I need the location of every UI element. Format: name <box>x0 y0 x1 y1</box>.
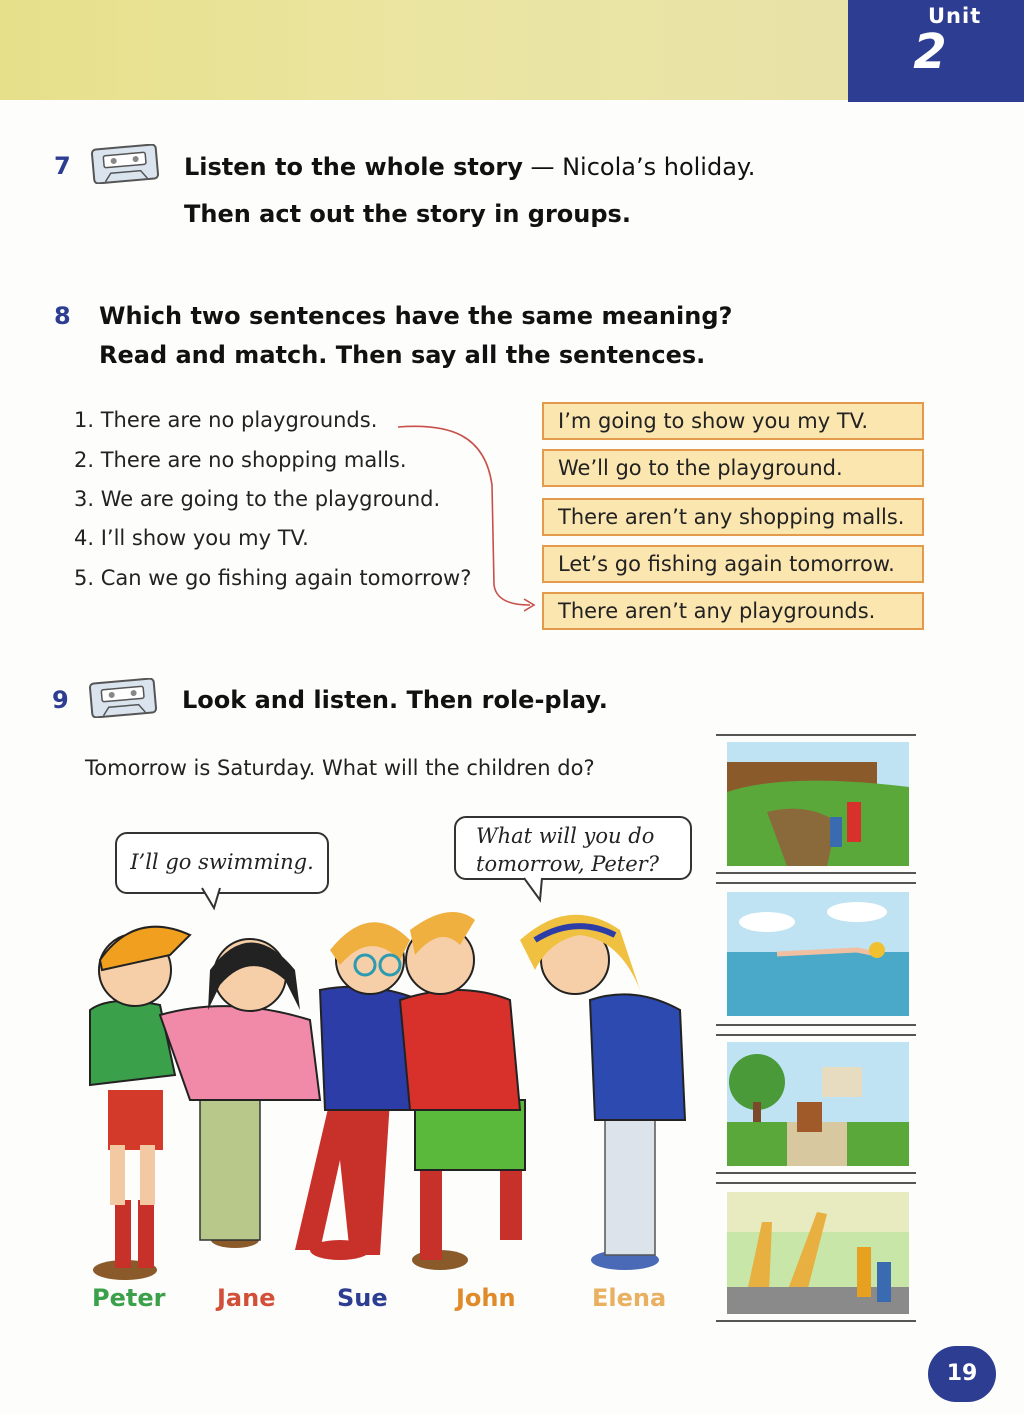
scene-zoo-picture <box>727 1192 909 1314</box>
exercise-9-instruction: Look and listen. Then role-play. <box>182 686 608 714</box>
sentence-item: 4. I’ll show you my TV. <box>74 526 309 550</box>
match-box: There aren’t any shopping malls. <box>542 498 924 536</box>
exercise-7-line2: Then act out the story in groups. <box>184 200 631 228</box>
sentence-item: 1. There are no playgrounds. <box>74 408 378 432</box>
scene-divider <box>716 1182 916 1184</box>
unit-label: Unit <box>928 4 982 28</box>
children-illustration <box>80 900 700 1285</box>
exercise-8-line2: Read and match. Then say all the sentences. <box>99 341 706 369</box>
scene-divider <box>716 882 916 884</box>
sentence-item: 2. There are no shopping malls. <box>74 448 407 472</box>
unit-tab <box>848 0 1024 102</box>
child-name: Jane <box>217 1284 276 1312</box>
exercise-7-number: 7 <box>54 152 71 180</box>
exercise-7-line1-bold: Listen to the whole story <box>184 153 523 181</box>
exercise-9-prompt: Tomorrow is Saturday. What will the children do? <box>85 756 595 780</box>
match-arrow <box>390 415 550 615</box>
match-box: There aren’t any playgrounds. <box>542 592 924 630</box>
exercise-8-line1: Which two sentences have the same meaning? <box>99 302 733 330</box>
scene-divider <box>716 1024 916 1026</box>
cassette-icon <box>88 678 158 718</box>
scene-divider <box>716 734 916 736</box>
exercise-9-number: 9 <box>52 686 69 714</box>
scene-divider <box>716 1320 916 1322</box>
match-box: Let’s go fishing again tomorrow. <box>542 545 924 583</box>
speech-bubble-left-text: I’ll go swimming. <box>130 850 314 874</box>
match-box: I’m going to show you my TV. <box>542 402 924 440</box>
scene-park-picture <box>727 1042 909 1166</box>
speech-bubble-right-line1: What will you do <box>476 824 655 848</box>
speech-bubble-right-line2: tomorrow, Peter? <box>476 852 659 876</box>
scene-divider <box>716 1034 916 1036</box>
scene-castle-picture <box>727 742 909 866</box>
child-name: Peter <box>92 1284 166 1312</box>
john-figure <box>400 912 525 1270</box>
match-box: We’ll go to the playground. <box>542 449 924 487</box>
elena-figure <box>520 915 685 1270</box>
scene-divider <box>716 872 916 874</box>
sentence-item: 3. We are going to the playground. <box>74 487 441 511</box>
speech-bubble-right <box>454 816 692 880</box>
unit-number: 2 <box>913 24 947 80</box>
exercise-7-line1 <box>184 153 755 181</box>
scene-divider <box>716 1172 916 1174</box>
top-banner <box>0 0 848 100</box>
page-number: 19 <box>928 1346 996 1402</box>
sentence-item: 5. Can we go fishing again tomorrow? <box>74 566 472 590</box>
speech-bubble-left <box>115 832 329 894</box>
exercise-8-number: 8 <box>54 302 71 330</box>
exercise-7-line1-normal: — Nicola’s holiday. <box>522 153 756 181</box>
child-name: Elena <box>592 1284 667 1312</box>
child-name: Sue <box>337 1284 388 1312</box>
peter-figure <box>90 927 190 1280</box>
child-name: John <box>456 1284 516 1312</box>
scene-swimming-picture <box>727 892 909 1016</box>
cassette-icon <box>90 144 160 184</box>
jane-figure <box>160 939 320 1248</box>
